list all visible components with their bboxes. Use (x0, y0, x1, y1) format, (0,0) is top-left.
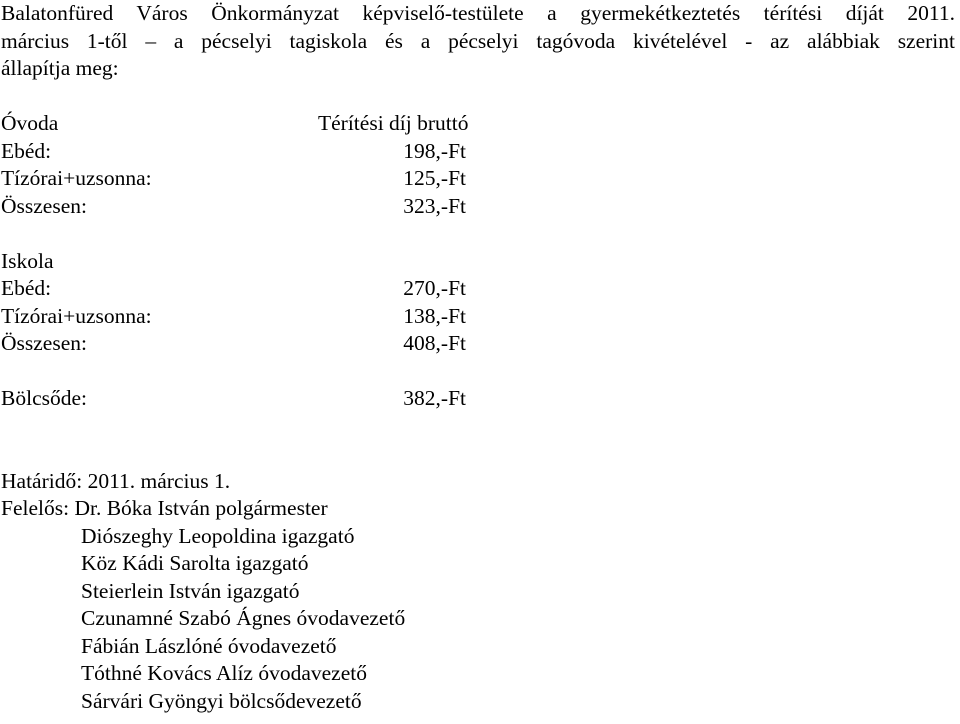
spacer (1, 413, 960, 441)
fee-row (1, 138, 960, 166)
intro-line-3: állapítja meg: (1, 56, 119, 80)
fee-amount: 125,-Ft (403, 166, 466, 190)
ovoda-section (1, 110, 960, 220)
iskola-section (1, 248, 960, 358)
intro-line-1: Balatonfüred Város Önkormányzat képviselő-testülete a gyermekétkeztetés térítési díját 2011. (1, 1, 955, 25)
deadline: Határidő: 2011. március 1. (1, 468, 231, 493)
fee-label: Összesen: (1, 193, 87, 218)
fee-row (1, 193, 960, 221)
responsible-list (1, 495, 960, 715)
iskola-header-row (1, 248, 960, 276)
fee-amount: 323,-Ft (403, 193, 466, 218)
responsible-person: Sárvári Gyöngyi bölcsődevezető (81, 688, 362, 713)
iskola-title: Iskola (1, 248, 54, 273)
fee-label: Tízórai+uzsonna: (1, 303, 152, 328)
fee-amount: 138,-Ft (403, 303, 466, 328)
fee-label: Ebéd: (1, 138, 52, 163)
intro-paragraph (1, 0, 960, 83)
fee-amount: 198,-Ft (403, 138, 466, 163)
responsible-person: Czunamné Szabó Ágnes óvodavezető (81, 606, 406, 630)
responsible-person: Fábián Lászlóné óvodavezető (81, 633, 337, 658)
fee-amount: 408,-Ft (403, 331, 466, 355)
responsible-person: Köz Kádi Sarolta igazgató (81, 551, 309, 575)
responsible-person: Diószeghy Leopoldina igazgató (81, 523, 355, 548)
fee-label: Ebéd: (1, 276, 52, 300)
spacer (1, 358, 960, 386)
fee-column-header: Térítési díj bruttó (318, 111, 469, 135)
responsible-person: Steierlein István igazgató (81, 578, 300, 603)
responsible-person: Tóthné Kovács Alíz óvodavezető (81, 661, 367, 685)
fee-row (1, 330, 960, 358)
intro-line-2: március 1-től – a pécselyi tagiskola és a pécselyi tagóvoda kivételével - az alábbiak szerint (1, 28, 955, 53)
spacer (1, 83, 960, 111)
fee-row (1, 165, 960, 193)
fee-label: Összesen: (1, 331, 87, 355)
ovoda-header-row (1, 110, 960, 138)
fee-amount: 270,-Ft (403, 276, 466, 300)
responsible-first: Felelős: Dr. Bóka István polgármester (1, 496, 328, 520)
bolcsode-amount: 382,-Ft (403, 386, 466, 410)
bolcsode-row (1, 385, 960, 413)
fee-row (1, 275, 960, 303)
fee-label: Tízórai+uzsonna: (1, 166, 152, 190)
spacer (1, 220, 960, 248)
fee-row (1, 303, 960, 331)
bolcsode-label: Bölcsőde: (1, 386, 87, 410)
spacer (1, 440, 960, 468)
ovoda-title: Óvoda (1, 111, 59, 135)
